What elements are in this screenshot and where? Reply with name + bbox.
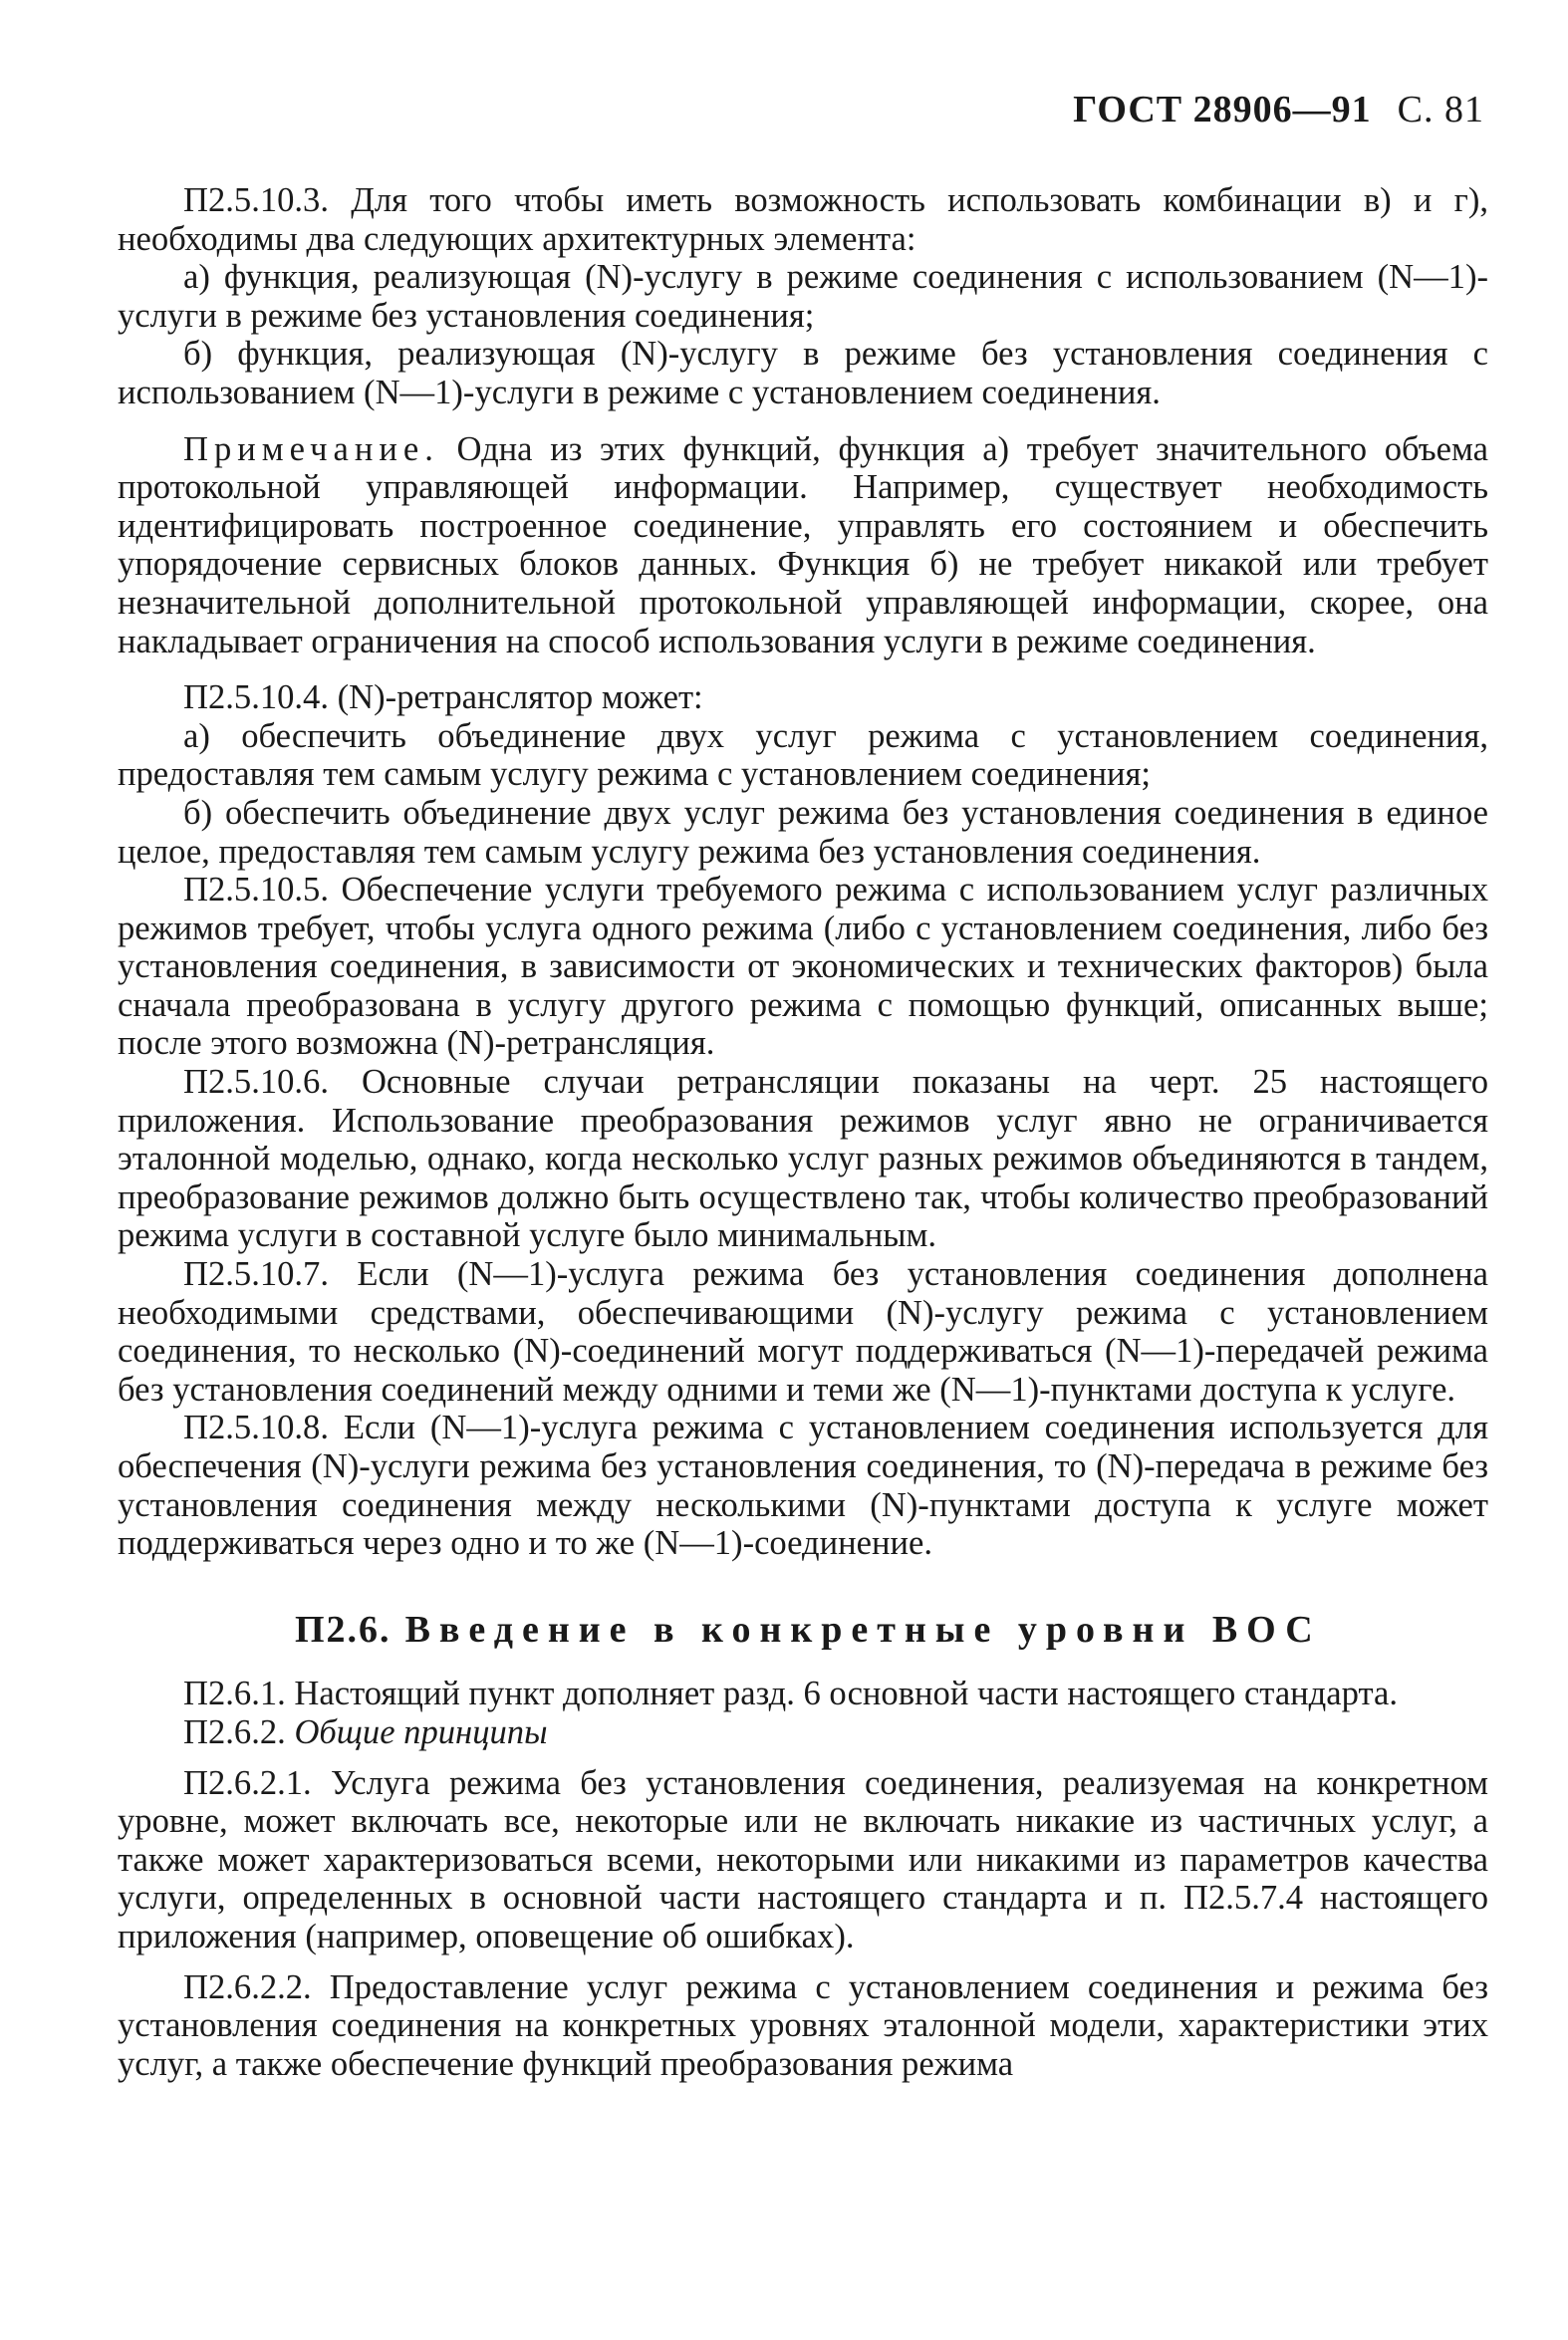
- list-item-a: а) обеспечить объединение двух услуг режима с установлением соединения, предоставляя тем самым услугу режима с установлением соединения;: [118, 716, 1488, 794]
- list-item-b: б) обеспечить объединение двух услуг режима без установления соединения в единое целое, предоставляя тем самым услугу режима без установления соединения.: [118, 793, 1488, 871]
- section-heading: [295, 1608, 1488, 1651]
- subsection-title: Общие принципы: [294, 1712, 548, 1751]
- list-item-b: б) функция, реализующая (N)-услугу в режиме без установления соединения с использованием (N—1)-услуги в режиме с установлением соединения.: [118, 335, 1488, 411]
- note-paragraph: [118, 430, 1488, 661]
- paragraph-p2-5-10-6: П2.5.10.6. Основные случаи ретрансляции показаны на черт. 25 настоящего приложения. Использование преобразования режимов услуг явно не ограничивается эталонной моделью, однако, когда несколько услуг разных режимов объединяются в тандем, преобразование режимов должно быть осуществлено так, чтобы количество преобразований режима услуги в составной услуге было минимальным.: [118, 1063, 1488, 1255]
- paragraph-p2-5-10-8: П2.5.10.8. Если (N—1)-услуга режима с установлением соединения используется для обеспечения (N)-услуги режима без установления соединения, то (N)-передача в режиме без установления соединения между несколькими (N)-пунктами доступа к услуге может поддерживаться через одно и то же (N—1)-соединение.: [118, 1409, 1488, 1563]
- page-number: С. 81: [1397, 89, 1484, 130]
- subsection-number: П2.6.2.: [183, 1712, 286, 1751]
- paragraph-p2-5-10-3: П2.5.10.3. Для того чтобы иметь возможность использовать комбинации в) и г), необходимы два следующих архитектурных элемента:: [118, 181, 1488, 258]
- note-text: Одна из этих функций, функция а) требует значительного объема протокольной управляющей информации. Например, существует необходимость идентифицировать построенное соединение, управлять его состоянием и обеспечить упорядочение сервисных блоков данных. Функция б) не требует никакой или требует незначительной дополнительной протокольной управляющей информации, скорее, она накладывает ограничения на способ использования услуги в режиме соединения.: [118, 429, 1488, 660]
- paragraph-p2-6-1: П2.6.1. Настоящий пункт дополняет разд. 6 основной части настоящего стандарта.: [183, 1675, 1398, 1713]
- paragraph-p2-5-10-4: П2.5.10.4. (N)-ретранслятор может:: [183, 678, 703, 717]
- page-body: [118, 181, 1488, 2083]
- subsection-heading: [118, 1713, 1488, 1752]
- document-code: ГОСТ 28906—91: [1073, 89, 1372, 130]
- paragraph-p2-5-10-5: П2.5.10.5. Обеспечение услуги требуемого режима с использованием услуг различных режимов требует, чтобы услуга одного режима (либо с установлением соединения, либо без установления соединения, в зависимости от экономических и технических факторов) была сначала преобразована в услугу другого режима с помощью функций, описанных выше; после этого возможна (N)-ретрансляция.: [118, 871, 1488, 1063]
- section-number: П2.6.: [295, 1608, 392, 1651]
- section-title: Введение в конкретные уровни ВОС: [404, 1608, 1322, 1651]
- paragraph-p2-5-10-7: П2.5.10.7. Если (N—1)-услуга режима без установления соединения дополнена необходимыми средствами, обеспечивающими (N)-услугу режима с установлением соединения, то несколько (N)-соединений могут поддерживаться (N—1)-передачей режима без установления соединений между одними и теми же (N—1)-пунктами доступа к услуге.: [118, 1255, 1488, 1409]
- paragraph-p2-6-2-1: П2.6.2.1. Услуга режима без установления соединения, реализуемая на конкретном уровне, может включать все, некоторые или не включать никакие из частичных услуг, а также может характеризоваться всеми, некоторыми или никакими из параметров качества услуги, определенных в основной части настоящего стандарта и п. П2.5.7.4 настоящего приложения (например, оповещение об ошибках).: [118, 1763, 1488, 1955]
- paragraph-p2-6-2-2: П2.6.2.2. Предоставление услуг режима с установлением соединения и режима без установления соединения на конкретных уровнях эталонной модели, характеристики этих услуг, а также обеспечение функций преобразования режима: [118, 1967, 1488, 2083]
- note-label: Примечание.: [183, 429, 439, 468]
- page-header: [1073, 88, 1484, 131]
- list-item-a: а) функция, реализующая (N)-услугу в режиме соединения с использованием (N—1)-услуги в режиме без установления соединения;: [118, 258, 1488, 335]
